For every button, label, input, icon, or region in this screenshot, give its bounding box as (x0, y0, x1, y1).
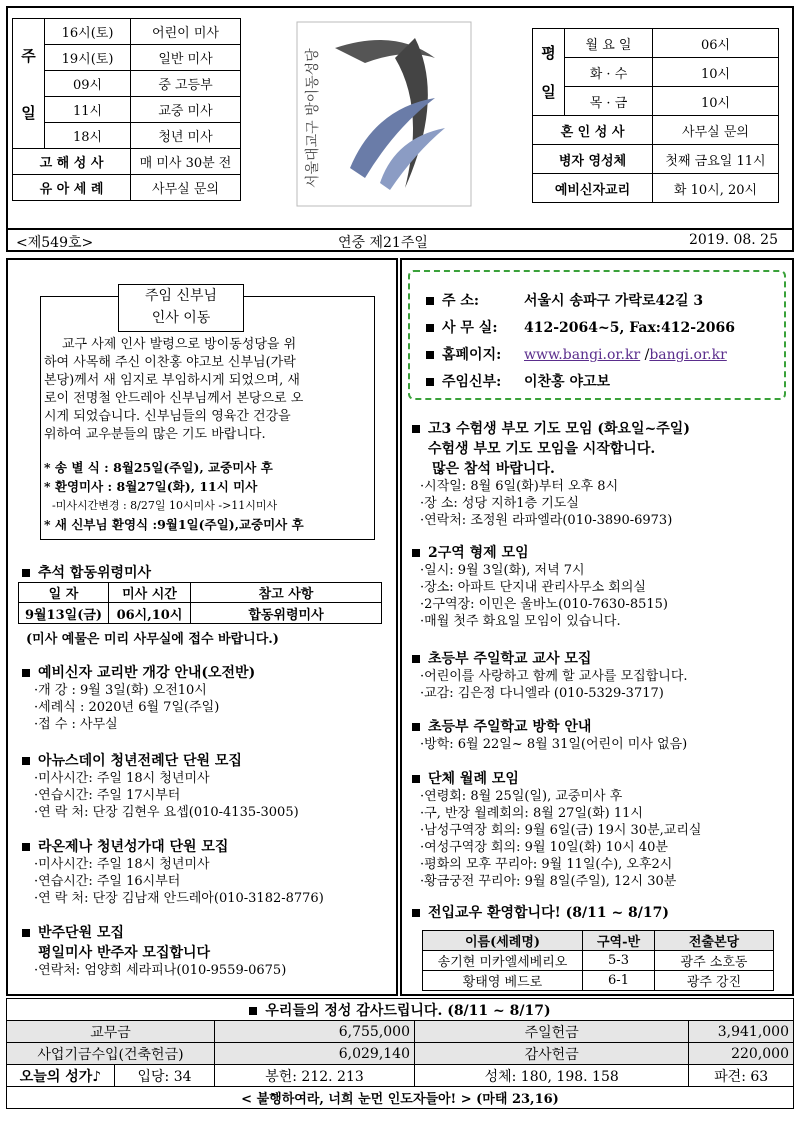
weekday-day: 화 · 수 (565, 58, 653, 87)
pastor-notice-items: * 송 별 식 : 8월25일(주일), 교중미사 후 * 환영미사 : 8월27일(화), 11시 미사 -미사시간변경 : 8/27일 10시미사 ->11시미사 * 새 신부님 환영식 :9월1일(주일),교중미사 후 (44, 460, 304, 532)
catechumen-label: 예비신자교리 (533, 174, 653, 203)
infant-baptism-value: 사무실 문의 (131, 175, 241, 201)
table-row: 교무금 6,755,000 주일헌금 3,941,000 (7, 1021, 794, 1043)
weekday-time: 06시 (653, 29, 779, 58)
table-row: 황태영 베드로 6-1 광주 강진 (423, 971, 774, 991)
sunday-mass: 어린이 미사 (131, 19, 241, 45)
infant-baptism-label: 유 아 세 례 (13, 175, 131, 201)
logo-text: 서울대교구 방이동성당 (305, 48, 321, 188)
sunday-mass: 청년 미사 (131, 123, 241, 149)
sunday-time: 16시(토) (45, 19, 131, 45)
sunday-mass: 일반 미사 (131, 45, 241, 71)
sick-communion-value: 첫째 금요일 11시 (653, 145, 779, 174)
offering-title: 우리들의 정성 감사드립니다. (8/11 ~ 8/17) (7, 999, 794, 1021)
chuseok-note: (미사 예물은 미리 사무실에 접수 바랍니다.) (26, 632, 279, 647)
sunday-time: 09시 (45, 71, 131, 97)
teacher-section: 초등부 주일학교 교사 모집 ·어린이를 사랑하고 함께 할 교사를 모집합니다. ·교감: 김은정 다니엘라 (010-5329-3717) (412, 648, 792, 716)
issue-number: <제549호> (16, 235, 94, 251)
vacation-section: 초등부 주일학교 방학 안내 ·방학: 6월 22일~ 8월 31일(어린이 미사 없음) (412, 716, 792, 768)
table-row: 사업기금수입(건축헌금) 6,029,140 감사헌금 220,000 (7, 1043, 794, 1065)
issue-date: 2019. 08. 25 (688, 232, 778, 248)
accompanist-section: 반주단원 모집 평일미사 반주자 모집합니다 ·연락처: 엄양희 세라피나(010-9559-0675) (22, 922, 392, 979)
confession-value: 매 미사 30분 전 (131, 149, 241, 175)
liturgical-week: 연중 제21주일 (338, 235, 428, 251)
bible-verse: < 불행하여라, 너희 눈먼 인도자들아! > (마태 23,16) (7, 1087, 794, 1109)
chuseok-title: 추석 합동위령미사 (22, 562, 151, 582)
offering-table (6, 998, 794, 1109)
sunday-time: 18시 (45, 123, 131, 149)
table-row: 송기현 미카엘세베리오 5-3 광주 소호동 (423, 951, 774, 971)
weekday-day: 목 · 금 (565, 87, 653, 116)
weekday-day: 월 요 일 (565, 29, 653, 58)
catechumen-section: 예비신자 교리반 개강 안내(오전반) ·개 강 : 9월 3일(화) 오전10시 ·세례식 : 2020년 6월 7일(주일) ·접 수 : 사무실 (22, 662, 392, 750)
homepage-link[interactable]: www.bangi.or.kr (524, 347, 641, 363)
exam-prayer-section: 고3 수험생 부모 기도 모임 (화요일~주일) 수험생 부모 기도 모임을 시작합니다. 많은 참석 바랍니다. ·시작일: 8월 6일(화)부터 오후 8시 ·장 소: 성당 지하1층 기도실 ·연락처: 조정원 라파엘라(010-3890-6973) (412, 418, 792, 542)
left-sections (22, 662, 392, 979)
sunday-mass-table (12, 18, 241, 201)
weekday-time: 10시 (653, 58, 779, 87)
hymns-row: 오늘의 성가♪ 입당: 34 봉헌: 212. 213 성체: 180, 198. 158 파견: 63 (7, 1065, 794, 1087)
sick-communion-label: 병자 영성체 (533, 145, 653, 174)
sunday-time: 11시 (45, 97, 131, 123)
confession-label: 고 해 성 사 (13, 149, 131, 175)
marriage-value: 사무실 문의 (653, 116, 779, 145)
weekday-time: 10시 (653, 87, 779, 116)
monthly-meeting-section: 단체 월례 모임 ·연령회: 8월 25일(일), 교중미사 후 ·구, 반장 월례회의: 8월 27일(화) 11시 ·남성구역장 회의: 9월 6일(금) 19시 30분,교리실 ·여성구역장 회의: 9월 10일(화) 10시 40분 ·평화의 모후 꾸리아: 9월 11일(수), 오후2시 ·황금궁전 꾸리아: 9월 8일(주일), 12시 30분 (412, 768, 792, 902)
weekday-mass-table (532, 28, 779, 203)
marriage-label: 혼 인 성 사 (533, 116, 653, 145)
weekday-side-label: 평 일 (533, 29, 565, 116)
district2-section: 2구역 형제 모임 ·일시: 9월 3일(화), 저녁 7시 ·장소: 아파트 단지내 관리사무소 회의실 ·2구역장: 이민은 울바노(010-7630-8515) ·매월 첫주 화요일 모임이 있습니다. (412, 542, 792, 648)
sunday-mass: 교중 미사 (131, 97, 241, 123)
choir-section: 라온제나 청년성가대 단원 모집 ·미사시간: 주일 18시 청년미사 ·연습시간: 주일 16시부터 ·연 락 처: 단장 김남재 안드레아(010-3182-8776) (22, 836, 392, 922)
issue-bar (6, 230, 794, 252)
parish-logo (295, 18, 475, 210)
contact-info: 주 소: 서울시 송파구 가락로42길 3 사 무 실: 412-2064~5, Fax:412-2066 홈페이지: www.bangi.or.kr /bangi.or.kr 주임신부: 이찬홍 야고보 (426, 288, 786, 396)
pastor-notice-title: 주임 신부님 인사 이동 (118, 284, 244, 332)
sunday-time: 19시(토) (45, 45, 131, 71)
catechumen-value: 화 10시, 20시 (653, 174, 779, 203)
pastor-notice-body: 교구 사제 인사 발령으로 방이동성당을 위 하여 사목해 주신 이찬홍 야고보 신부님(가락 본당)께서 새 임지로 부임하시게 되었으며, 새 로이 전명철 안드레아 신부님께서 본당으로 오 시게 되었습니다. 신부님들의 영육간 건강을 위하여 교우분들의 많은 기도 바랍니다. (44, 337, 304, 442)
sunday-side-label: 주 일 (13, 19, 45, 149)
right-sections (412, 418, 792, 922)
agnus-dei-section: 아뉴스데이 청년전례단 단원 모집 ·미사시간: 주일 18시 청년미사 ·연습시간: 주일 17시부터 ·연 락 처: 단장 김현우 요셉(010-4135-3005) (22, 750, 392, 836)
sunday-mass: 중 고등부 (131, 71, 241, 97)
chuseok-table: 일 자 미사 시간 참고 사항 9월13일(금) 06시,10시 합동위령미사 (18, 582, 382, 624)
newcomers-table: 이름(세례명) 구역-반 전출본당 송기현 미카엘세베리오 5-3 광주 소호동 황태영 베드로 6-1 광주 강진 (422, 930, 774, 991)
newcomers-section: 전입교우 환영합니다! (8/11 ~ 8/17) (412, 902, 792, 922)
homepage-link-short[interactable]: bangi.or.kr (649, 347, 727, 363)
